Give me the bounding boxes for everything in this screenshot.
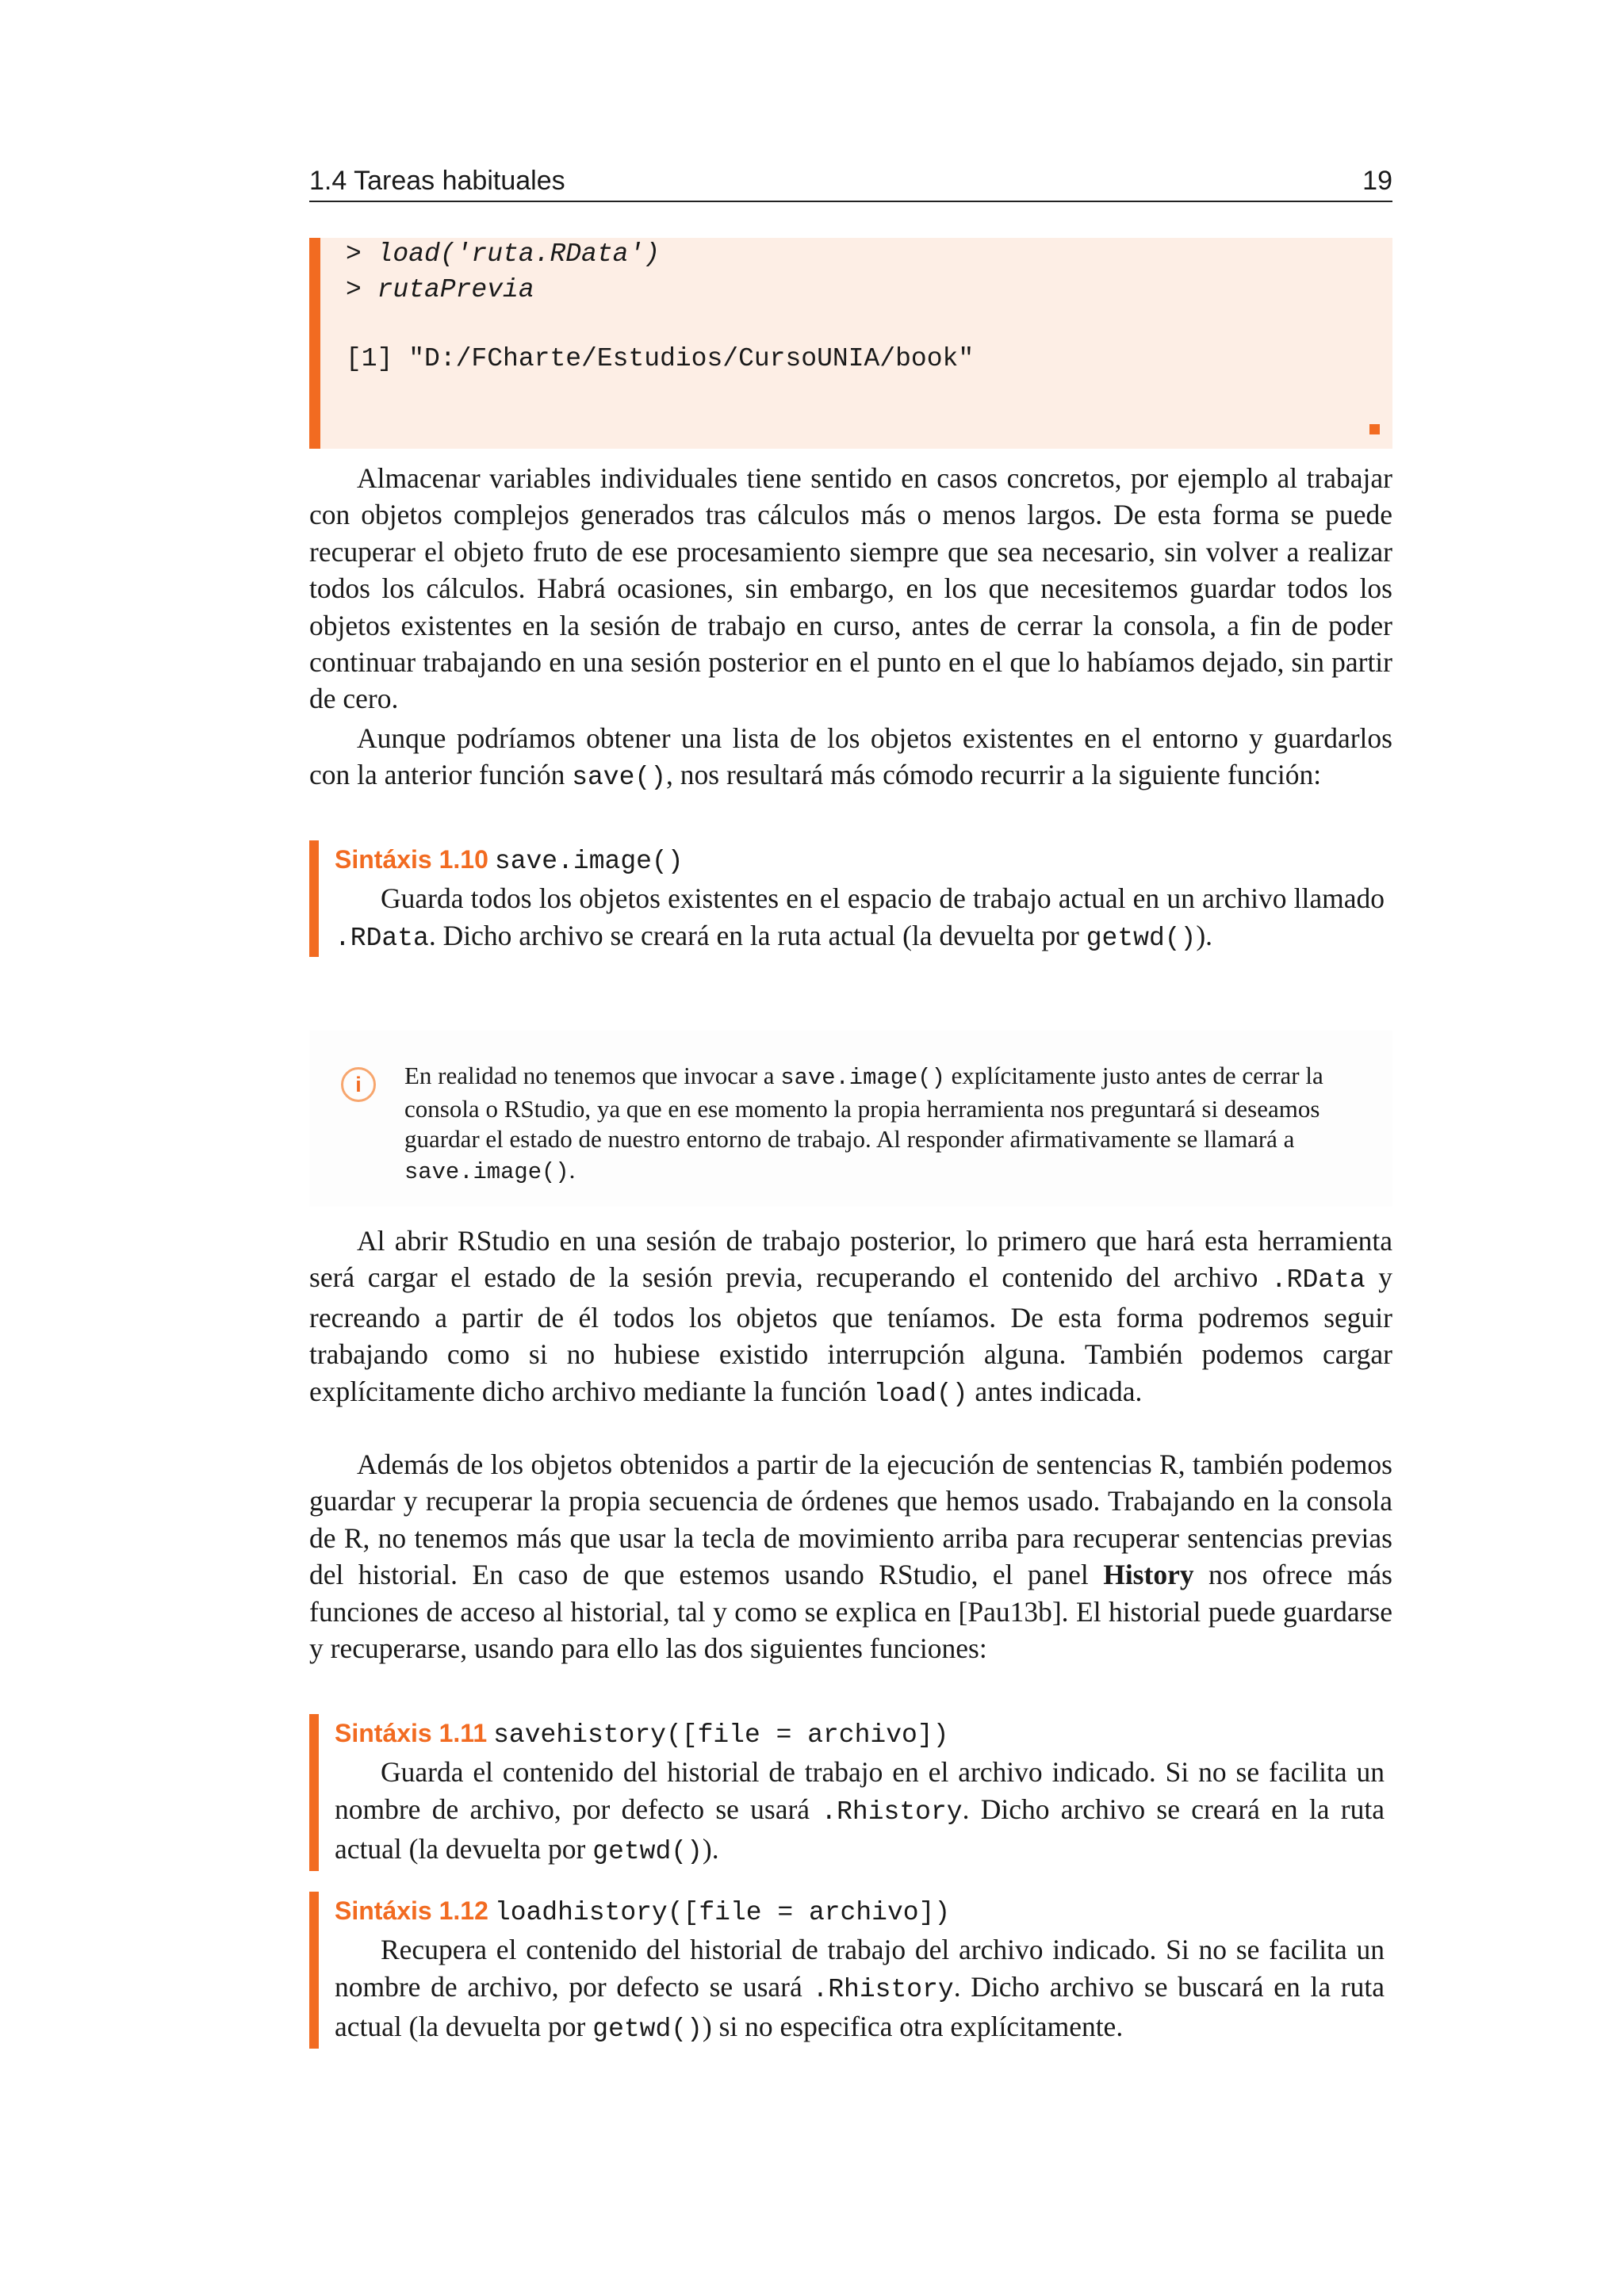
code-end-marker [1369,424,1380,434]
inline-code: getwd() [1086,923,1197,953]
note-text-part: . [569,1155,576,1184]
section-title: 1.4 Tareas habituales [309,166,565,196]
syntax-text: . Dicho archivo se creará en la ruta actual (la devuelta por [335,1793,1385,1866]
syntax-text: ) si no especifica otra explícitamente. [702,2011,1124,2043]
inline-code: .RData [335,923,429,953]
inline-code: .RData [1270,1265,1365,1295]
paragraph-text: Al abrir RStudio en una sesión de trabajo posterior, lo primero que hará esta herramienta será cargar el estado de la sesión previa, recuperando el contenido del archivo [309,1225,1392,1294]
syntax-signature: save.image() [494,847,684,876]
inline-code: save.image() [404,1158,569,1185]
code-line-load: > load('ruta.RData') [346,239,661,269]
paragraph-text: Aunque podríamos obtener una lista de los objetos existentes en el entorno y guardarlos con la anterior función [309,722,1392,791]
syntax-header [335,1892,1385,1931]
inline-code: .Rhistory [821,1797,963,1827]
paragraph-text: Además de los objetos obtenidos a partir de la ejecución de sentencias R, también podemos guardar y recuperar la propia secuencia de órdenes que hemos usado. Trabajando en la consola de R, no tenemos más que usar la tecla de movimiento arriba para recuperar sentencias previas del historial. En caso de que estemos usando RStudio, el panel [309,1448,1392,1591]
syntax-text: Guarda el contenido del historial de trabajo en el archivo indicado. Si no se facilita un nombre de archivo, por defecto se usará [335,1756,1385,1825]
running-head [309,163,1392,198]
paragraph-text: , nos resultará más cómodo recurrir a la siguiente función: [666,759,1322,791]
note-text-part: explícitamente justo antes de cerrar la consola o RStudio, ya que en ese momento la propia herramienta nos preguntará si deseamos guardar el estado de nuestro entorno de trabajo. Al responder afirmativamente se llamará a [404,1062,1323,1153]
code-line-variable: > rutaPrevia [346,275,534,304]
code-line-output: [1] "D:/FCharte/Estudios/CursoUNIA/book" [346,344,975,373]
syntax-label: Sintáxis 1.10 [335,845,488,874]
inline-code: getwd() [592,2015,703,2045]
inline-code: save() [572,763,667,793]
syntax-text: ). [702,1833,719,1866]
header-rule [309,201,1392,202]
page-number: 19 [1362,166,1392,196]
note-text-part: En realidad no tenemos que invocar a [404,1062,781,1089]
syntax-header [335,1714,1385,1754]
paragraph-text: nos ofrece más funciones de acceso al historial, tal y como se explica en [Pau13b]. El historial puede guardarse y recuperarse, usando para ello las dos siguientes funciones: [309,1559,1393,1665]
inline-code: getwd() [592,1837,703,1867]
paragraph [309,460,1392,718]
syntax-text: Guarda todos los objetos existentes en el espacio de trabajo actual en un archivo llamado [381,882,1385,915]
code-block [309,238,1392,449]
syntax-description [335,1931,1385,2048]
bold-term: History [1103,1559,1194,1591]
syntax-box-1-10 [309,840,1392,957]
syntax-box-1-11 [309,1714,1392,1871]
inline-code: load() [873,1379,968,1409]
paragraph-text: y recreando a partir de él todos los objetos que teníamos. De esta forma podremos seguir trabajando como si no hubiese existido interrupción alguna. También podemos cargar explícitamente dicho archivo mediante la función [309,1261,1392,1407]
inline-code: save.image() [780,1065,945,1091]
paragraph [309,1446,1392,1667]
syntax-header [335,840,1385,880]
paragraph-text: Almacenar variables individuales tiene sentido en casos concretos, por ejemplo al trabajar con objetos complejos generados tras cálculos más o menos largos. De esta forma se puede recuperar el objeto fruto de ese procesamiento siempre que sea necesario, sin volver a realizar todos los cálculos. Habrá ocasiones, sin embargo, en los que necesitemos guardar todos los objetos existentes en la sesión de trabajo en curso, antes de cerrar la consola, a fin de poder continuar trabajando en una sesión posterior en el punto en el que lo habíamos dejado, sin partir de cero. [309,462,1392,715]
syntax-description [335,1754,1385,1870]
paragraph [309,1223,1392,1413]
syntax-text: . Dicho archivo se buscará en la ruta actual (la devuelta por [335,1970,1385,2043]
syntax-signature: loadhistory([file = archivo]) [494,1898,951,1927]
inline-code: .Rhistory [812,1974,954,2004]
syntax-label: Sintáxis 1.11 [335,1719,488,1747]
syntax-box-1-12 [309,1892,1392,2049]
syntax-text: ). [1196,919,1213,951]
info-icon: i [341,1067,376,1102]
syntax-signature: savehistory([file = archivo]) [493,1720,949,1750]
paragraph [309,720,1392,797]
syntax-text: . Dicho archivo se creará en la ruta actual (la devuelta por [428,919,1086,951]
note-text [404,1061,1324,1188]
paragraph-text: antes indicada. [967,1375,1143,1407]
syntax-text: Recupera el contenido del historial de trabajo del archivo indicado. Si no se facilita un nombre de archivo, por defecto se usará [335,1934,1385,2003]
syntax-label: Sintáxis 1.12 [335,1896,488,1925]
syntax-description [335,880,1385,957]
info-note [309,1031,1392,1207]
